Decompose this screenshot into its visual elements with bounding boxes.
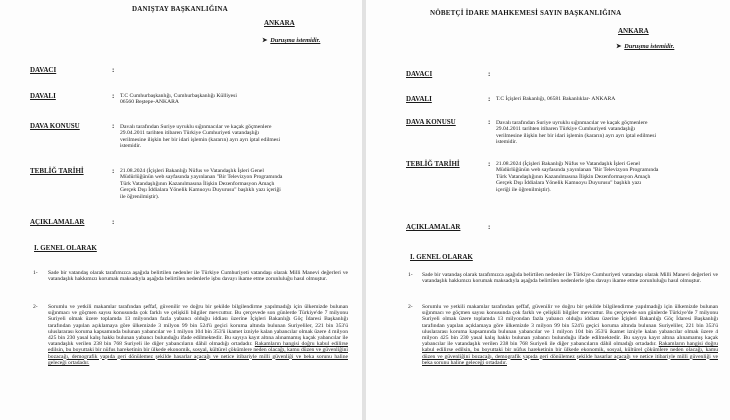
colon: : [112,167,115,175]
colon: : [488,160,491,168]
paragraph-number: 1- [408,272,413,278]
paragraph-number: 2- [408,304,413,310]
explanations-label: AÇIKLAMALAR [406,223,461,231]
page-fade [366,414,730,420]
paragraph-2: Sorumlu ve yetkili makamlar tarafından şeffaf, güvenilir ve doğru bir şekilde bilgilendirme yapılmadığı için ülkemizde bulunan sığınmacı ve göçmen sayısı konusunda çok farklı ve çelişkili bilgiler mevcuttur. Bu çerçevede son günlerde Türkiye'de 7 milyonu Suriyeli olmak üzere toplamda 13 milyondan fazla yabancı olduğu iddiası üzerine İçişleri Bakanlığı Göç İdaresi Başkanlığı tarafından yapılan açıklamaya göre ülkemizde 3 milyon 99 bin 524'ü geçici koruma altında bulunan Suriyeliler, 221 bin 353'ü uluslararası koruma kapsamında bulunan yabancılar ve 1 milyon 104 bin 353'ü ikamet izniyle kalan yabancılar olmak üzere 4 milyon 425 bin 230 yasal kalış hakkı bulunan yabancı bulunduğu ifade edilmektedir. Bu sayıya kayıt altına alınamamış kaçak yabancılar ile vatandaşlık verilen 238 bin 768 Suriyeli ile diğer yabancıların dâhil olmadığı ortadadır. Rakamların hangisi doğru kabul edilirse edilsin, bu boyuttaki bir nüfus hareketinin bir ülkede ekonomik, sosyal, kültürel çökümlere neden olacağı, kamu düzen ve güvenliğini bozacağı, demografik yapıda geri dönülemez şekilde hasarlar açacağı ve netice itibariyle milli güvenliği ve beka sorunu haline geleceği ortadadır. [422,304,718,366]
court-header: DANIŞTAY BAŞKANLIĞINA [132,5,228,13]
arrow-right-icon: ➤ [262,37,268,44]
colon: : [488,118,491,126]
court-header: NÖBETÇİ İDARE MAHKEMESİ SAYIN BAŞKANLIĞINA [430,9,622,17]
left-petition-page [0,0,362,420]
colon: : [112,122,115,130]
section-title: I. GENEL OLARAK [410,253,473,261]
colon: : [112,218,115,226]
paragraph-2: Sorumlu ve yetkili makamlar tarafından şeffaf, güvenilir ve doğru bir şekilde bilgilendirme yapılmadığı için ülkemizde bulunan sığınmacı ve göçmen sayısı konusunda çok farklı ve çelişkili bilgiler mevcuttur. Bu çerçevede son günlerde Türkiye'de 7 milyonu Suriyeli olmak üzere toplamda 13 milyondan fazla yabancı olduğu iddiası üzerine İçişleri Bakanlığı Göç İdaresi Başkanlığı tarafından yapılan açıklamaya göre ülkemizde 3 milyon 99 bin 524'ü geçici koruma altında bulunan Suriyeliler, 221 bin 353'ü uluslararası koruma kapsamında bulunan yabancılar ve 1 milyon 104 bin 353'ü ikamet izniyle kalan yabancılar olmak üzere 4 milyon 425 bin 230 yasal kalış hakkı bulunan yabancı bulunduğu ifade edilmektedir. Bu sayıya kayıt altına alınamamış kaçak yabancılar ile vatandaşlık verilen 238 bin 768 Suriyeli ile diğer yabancıların dâhil olmadığı ortadadır. Rakamların hangisi doğru kabul edilirse edilsin, bu boyuttaki bir nüfus hareketinin bir ülkede ekonomik, sosyal, kültürel çökümlere neden olacağı, kamu düzen ve güvenliğini bozacağı, demografik yapıda geri dönülemez şekilde hasarlar açacağı ve netice itibariyle milli güvenliği ve beka sorunu haline geleceği ortadadır. [48,304,348,366]
colon: : [488,70,491,78]
city-label: ANKARA [264,19,295,27]
section-title: I. GENEL OLARAK [34,244,97,252]
subject-label: DAVA KONUSU [30,122,80,130]
plaintiff-label: DAVACI [406,70,433,78]
colon: : [112,66,115,74]
page-fade [0,414,362,420]
notification-date-label: TEBLİĞ TARİHİ [406,160,460,168]
right-petition-page [366,0,730,420]
notification-date-label: TEBLİĞ TARİHİ [30,167,84,175]
plaintiff-label: DAVACI [30,66,57,74]
notification-date-value: 21.08.2024 (İçişleri Bakanlığı Nüfus ve Vatandaşlık İşleri Genel Müdürlüğünün web sayfasında yayınlanan "Bir Televizyon Programında Türk Vatandaşlığının Kazanılmasına İlişkin Dezenformasyon Amaçlı Gerçek Dışı İddialara Yönelik Kamuoyu Duyurusu" başlıklı yazı içeriği ile öğrenilmiştir). [496,161,659,193]
explanations-label: AÇIKLAMALAR [30,218,85,226]
defendant-label: DAVALI [30,92,56,100]
hearing-request: ➤ Duruşma istemidir. [616,43,675,50]
underlined-conclusion: Rakamların hangisi doğru kabul edilirse edilsin, bu boyuttaki bir nüfus hareketinin bir ülkede ekonomik, sosyal, kültürel çökümlere neden olacağı, kamu düzen ve güvenliğini bozacağı, demografik yapıda geri dönülemez şekilde hasarlar açacağı ve netice itibariyle milli güvenliği ve beka sorunu haline geleceği ortadadır. [422,341,718,366]
paragraph-number: 2- [33,304,38,310]
colon: : [488,223,491,231]
defendant-label: DAVALI [406,95,432,103]
subject-value: Davalı tarafından Suriye uyruklu sığınmacılar ve kaçak göçmenlere 29.04.2011 tarihten itibaren Türkiye Cumhuriyeti vatandaşlığı verilmesine ilişkin her bir idari işlemin (kararın) ayrı ayrı iptal edilmesi istemidir. [120,124,280,150]
paragraph-1: Sade bir vatandaş olarak tarafımızca aşağıda belirtilen nedenler ile Türkiye Cumhuriyeti vatandaşı olarak Milli Manevi değerleri ve vatandaşlık hakkımızı korumak maksadıyla aşağıda belirtilen nedenlerle işbu davayı ikame etme zorunluluğu hasıl olmuştur. [48,270,348,283]
arrow-right-icon: ➤ [616,43,622,50]
hearing-request: ➤ Duruşma istemidir. [262,37,321,44]
colon: : [488,95,491,103]
underlined-conclusion: Rakamların hangisi doğru kabul edilirse edilsin, bu boyuttaki bir nüfus hareketinin bir ülkede ekonomik, sosyal, kültürel çökümlere neden olacağı, kamu düzen ve güvenliğini bozacağı, demografik yapıda geri dönülemez şekilde hasarlar açacağı ve netice itibariyle milli güvenliği ve beka sorunu haline geleceği ortadadır. [48,341,348,366]
city-label: ANKARA [618,27,649,35]
notification-date-value: 21.08.2024 (İçişleri Bakanlığı Nüfus ve Vatandaşlık İşleri Genel Müdürlüğünün web sayfasında yayınlanan "Bir Televizyon Programında Türk Vatandaşlığının Kazanılmasına İlişkin Dezenformasyon Amaçlı Gerçek Dışı İddialara Yönelik Kamuoyu Duyurusu" başlıklı yazı içeriği ile öğrenilmiştir). [120,168,283,200]
paragraph-number: 1- [33,270,38,276]
defendant-value: T.C Cumhurbaşkanlığı, Cumhurbaşkanlığı Külliyesi 06560 Beştepe-ANKARA [120,93,237,106]
subject-value: Davalı tarafından Suriye uyruklu sığınmacılar ve kaçak göçmenlere 29.04.2011 tarihten itibaren Türkiye Cumhuriyeti vatandaşlığı verilmesine ilişkin her bir idari işlemin (kararın) ayrı ayrı iptal edilmesi istemidir. [496,120,656,146]
colon: : [112,92,115,100]
defendant-value: T.C İçişleri Bakanlığı, 06581 Bakanlıklar- ANKARA [496,96,616,102]
paragraph-1: Sade bir vatandaş olarak tarafımızca aşağıda belirtilen nedenler ile Türkiye Cumhuriyeti vatandaşı olarak Milli Manevi değerleri ve vatandaşlık hakkımızı korumak maksadıyla aşağıda belirtilen nedenlerle işbu davayı ikame etme zorunluluğu hasıl olmuştur. [422,272,718,285]
subject-label: DAVA KONUSU [406,118,456,126]
